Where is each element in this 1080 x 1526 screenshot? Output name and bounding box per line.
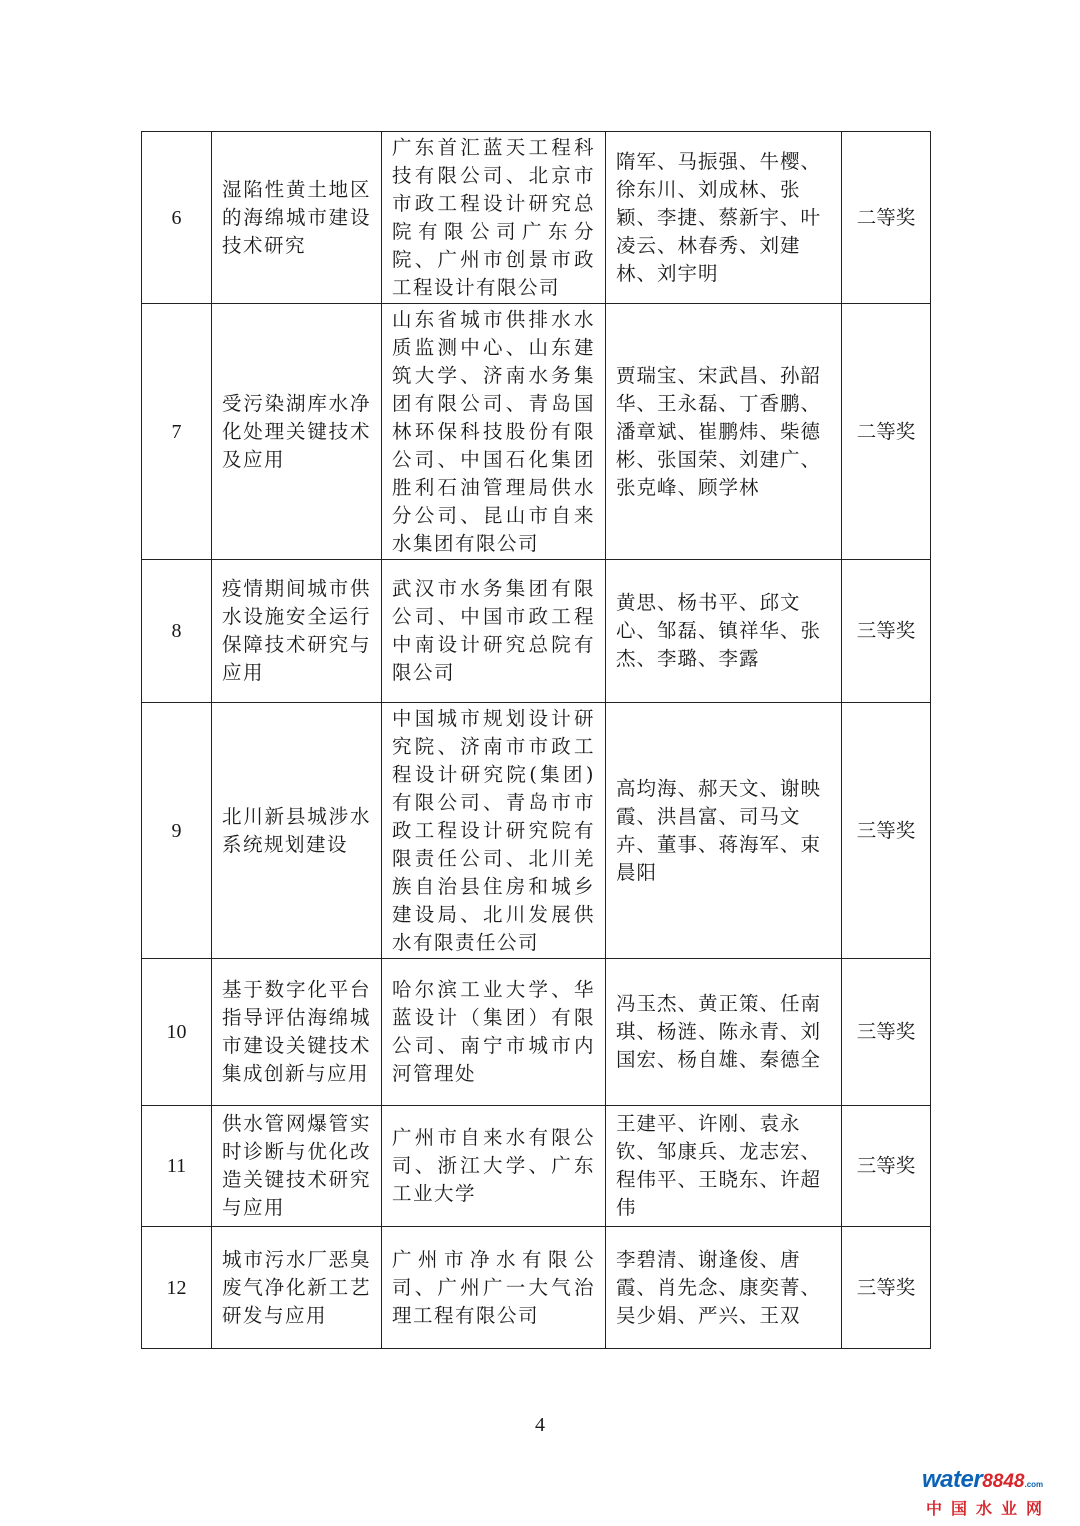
participants: 李碧清、谢逢俊、唐霞、肖先念、康奕菁、吴少娟、严兴、王双 (606, 1227, 842, 1349)
table-row (142, 1106, 931, 1227)
table-row (142, 304, 931, 560)
watermark-domain: .com (1024, 1480, 1044, 1489)
participants: 冯玉杰、黄正策、任南琪、杨涟、陈永青、刘国宏、杨自雄、秦德全 (606, 959, 842, 1106)
table-row (142, 959, 931, 1106)
participants: 贾瑞宝、宋武昌、孙韶华、王永磊、丁香鹏、潘章斌、崔鹏炜、柴德彬、张国荣、刘建广、张克峰、顾学林 (606, 304, 842, 560)
watermark-code: 8848 (982, 1471, 1025, 1492)
organizations: 中国城市规划设计研究院、济南市市政工程设计研究院(集团)有限公司、青岛市市政工程设计研究院有限责任公司、北川羌族自治县住房和城乡建设局、北川发展供水有限责任公司 (382, 703, 606, 959)
row-number: 11 (142, 1106, 212, 1227)
table-row (142, 703, 931, 959)
award-level: 三等奖 (842, 1106, 931, 1227)
watermark-logo (922, 1466, 1058, 1494)
award-level: 三等奖 (842, 1227, 931, 1349)
watermark-site-name: 中国水业网 (926, 1499, 1052, 1518)
participants: 隋军、马振强、牛樱、徐东川、刘成林、张颖、李捷、蔡新宇、叶凌云、林春秀、刘建林、刘宇明 (606, 132, 842, 304)
page-number: 4 (535, 1414, 545, 1436)
watermark-brand: water (922, 1466, 983, 1493)
site-watermark (922, 1466, 1058, 1518)
organizations: 广东首汇蓝天工程科技有限公司、北京市市政工程设计研究总院有限公司广东分院、广州市创景市政工程设计有限公司 (382, 132, 606, 304)
project-name: 基于数字化平台指导评估海绵城市建设关键技术集成创新与应用 (212, 959, 382, 1106)
award-level: 二等奖 (842, 304, 931, 560)
organizations: 武汉市水务集团有限公司、中国市政工程中南设计研究总院有限公司 (382, 560, 606, 703)
organizations: 广州市自来水有限公司、浙江大学、广东工业大学 (382, 1106, 606, 1227)
project-name: 供水管网爆管实时诊断与优化改造关键技术研究与应用 (212, 1106, 382, 1227)
award-table (141, 131, 931, 1349)
participants: 王建平、许刚、袁永钦、邹康兵、龙志宏、程伟平、王晓东、许超伟 (606, 1106, 842, 1227)
row-number: 8 (142, 560, 212, 703)
table-row (142, 560, 931, 703)
project-name: 北川新县城涉水系统规划建设 (212, 703, 382, 959)
project-name: 湿陷性黄土地区的海绵城市建设技术研究 (212, 132, 382, 304)
participants: 高均海、郝天文、谢映霞、洪昌富、司马文卉、董事、蒋海军、束晨阳 (606, 703, 842, 959)
row-number: 10 (142, 959, 212, 1106)
table-row (142, 132, 931, 304)
award-level: 三等奖 (842, 560, 931, 703)
project-name: 疫情期间城市供水设施安全运行保障技术研究与应用 (212, 560, 382, 703)
row-number: 12 (142, 1227, 212, 1349)
table-row (142, 1227, 931, 1349)
award-level: 三等奖 (842, 959, 931, 1106)
project-name: 受污染湖库水净化处理关键技术及应用 (212, 304, 382, 560)
row-number: 6 (142, 132, 212, 304)
participants: 黄思、杨书平、邱文心、邹磊、镇祥华、张杰、李璐、李露 (606, 560, 842, 703)
organizations: 广州市净水有限公司、广州广一大气治理工程有限公司 (382, 1227, 606, 1349)
row-number: 7 (142, 304, 212, 560)
award-level: 二等奖 (842, 132, 931, 304)
organizations: 山东省城市供排水水质监测中心、山东建筑大学、济南水务集团有限公司、青岛国林环保科技股份有限公司、中国石化集团胜利石油管理局供水分公司、昆山市自来水集团有限公司 (382, 304, 606, 560)
row-number: 9 (142, 703, 212, 959)
award-level: 三等奖 (842, 703, 931, 959)
project-name: 城市污水厂恶臭废气净化新工艺研发与应用 (212, 1227, 382, 1349)
organizations: 哈尔滨工业大学、华蓝设计（集团）有限公司、南宁市城市内河管理处 (382, 959, 606, 1106)
